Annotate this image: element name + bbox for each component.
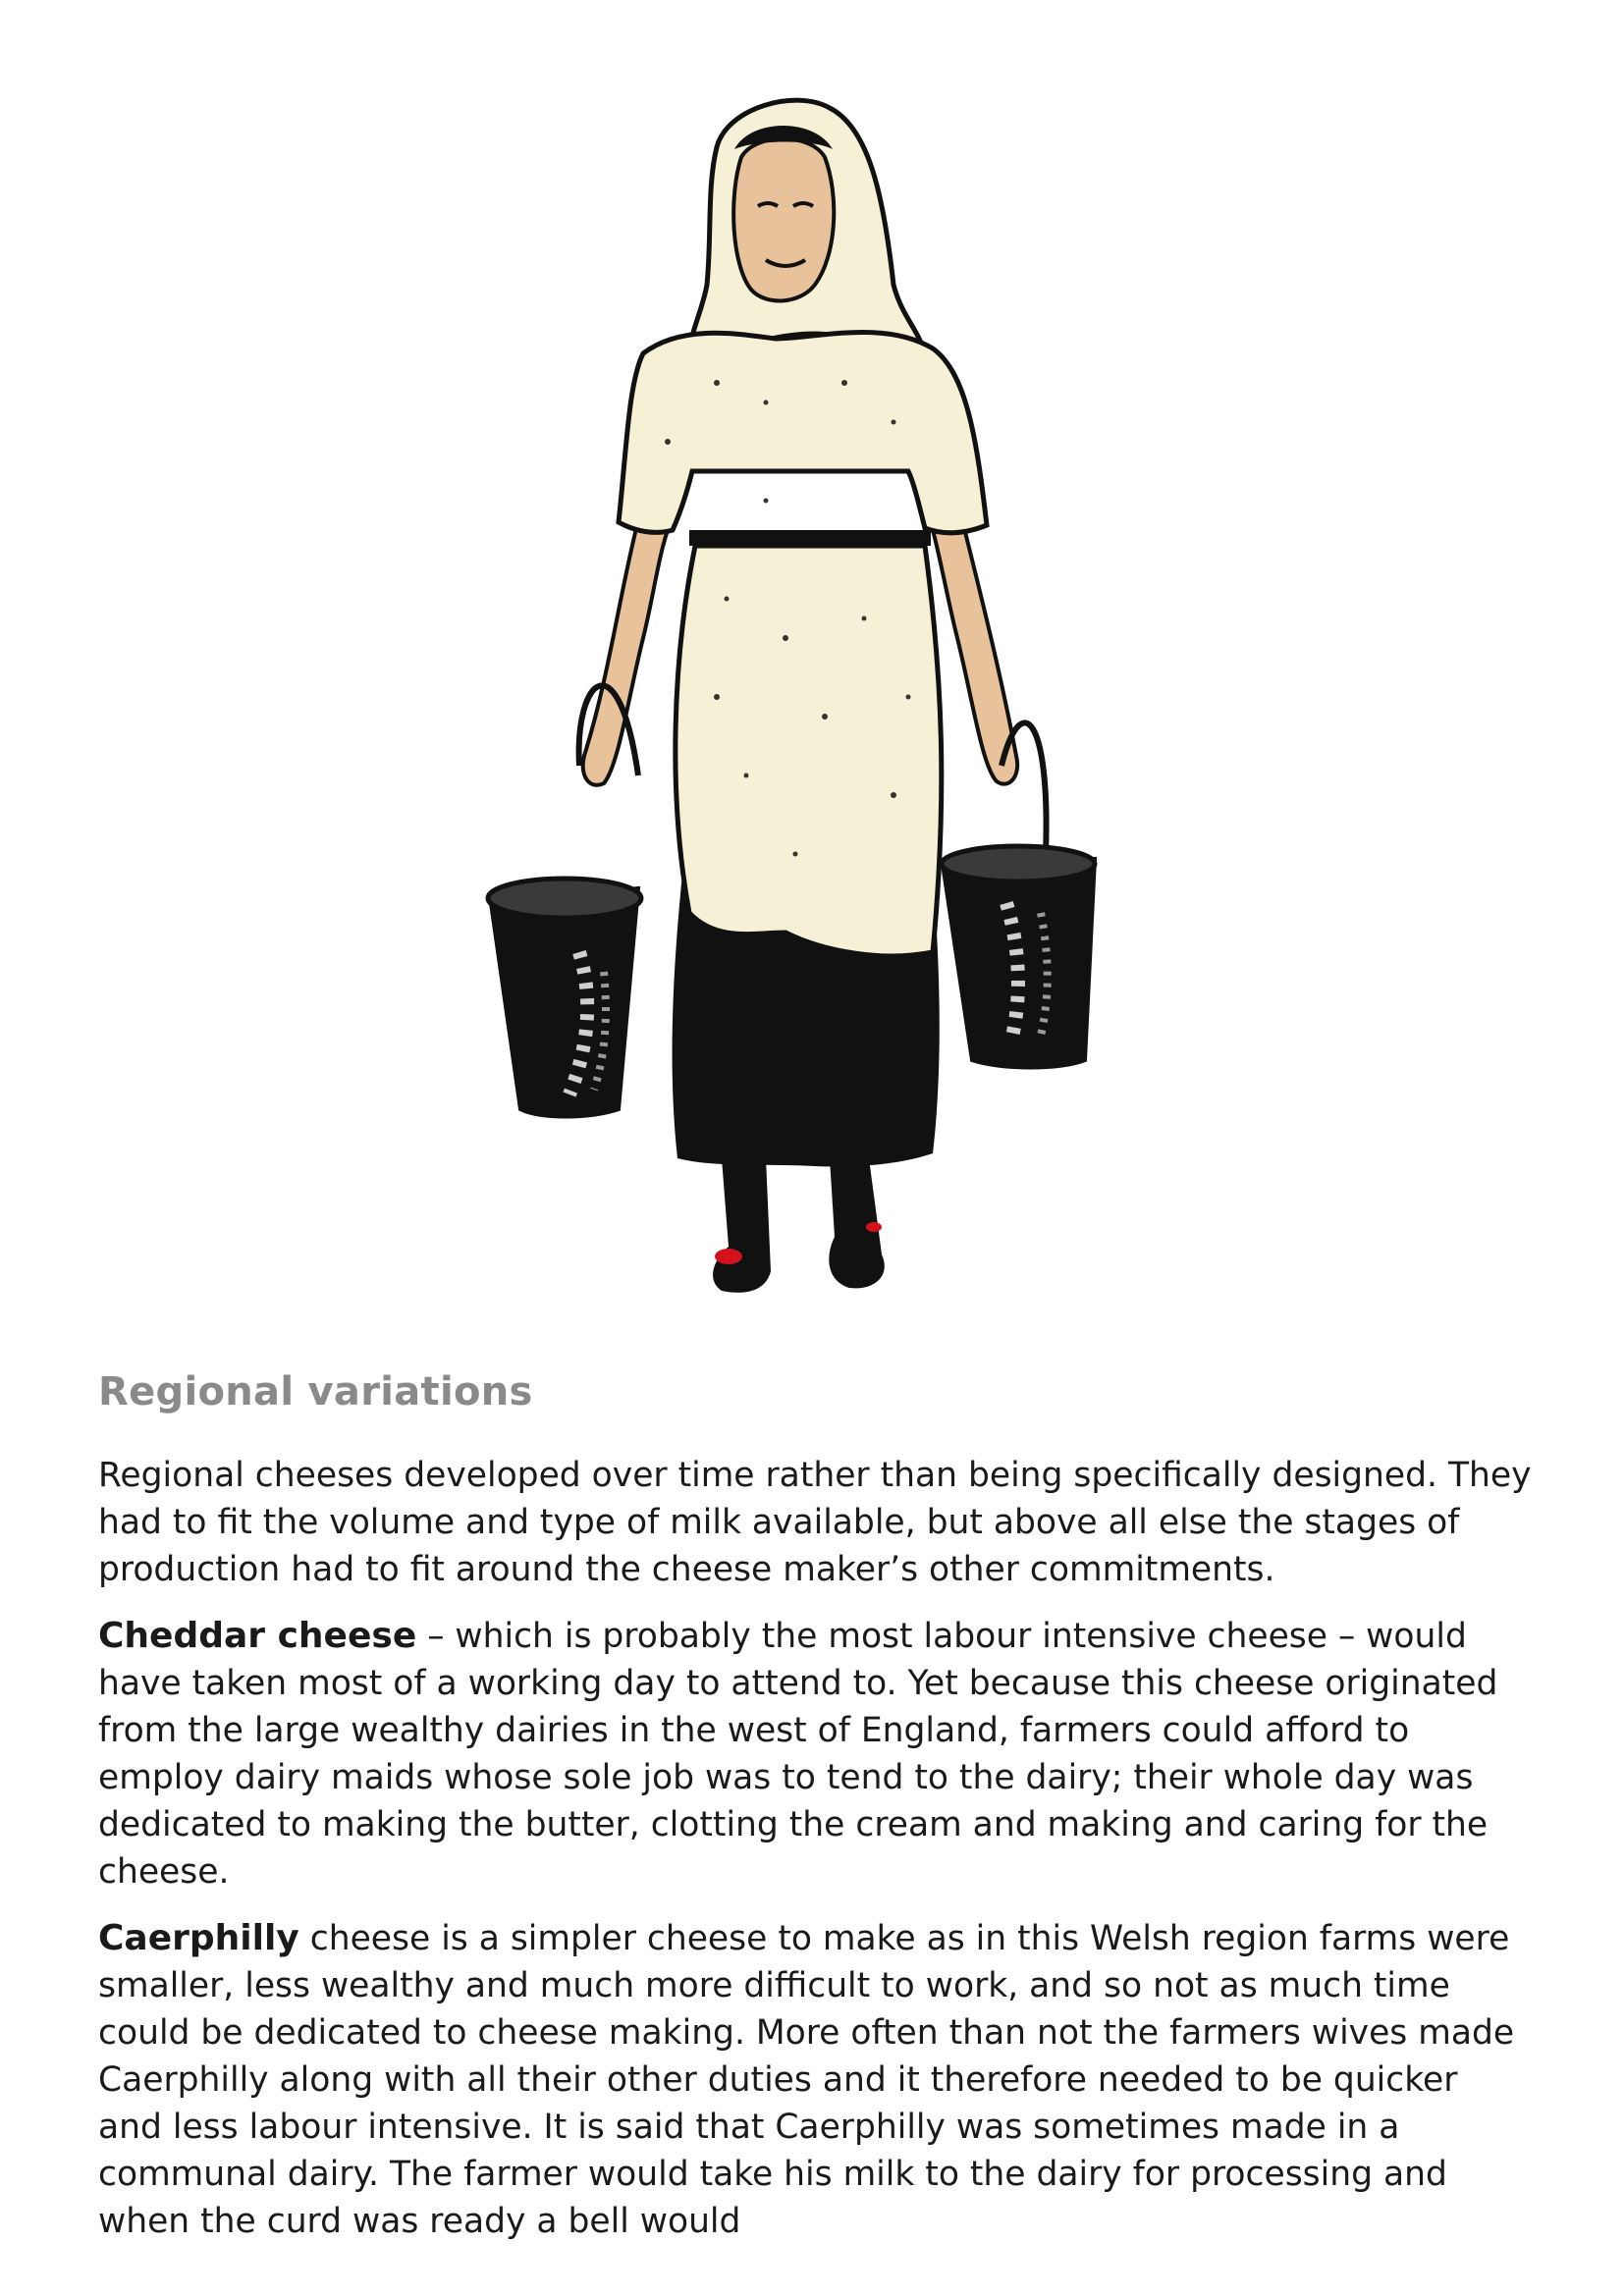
- paragraph-intro: [98, 1452, 1532, 1593]
- milkmaid-illustration: [471, 88, 1178, 1325]
- section-heading: Regional variations: [98, 1369, 533, 1415]
- cheddar-body-text: – which is probably the most labour intensive cheese – would have taken most of a working day to attend to. Yet because this cheese originated from the large wealthy dairies in the west of England, farmers could afford to employ dairy maids whose sole job was to tend to the dairy; their whole day was dedicated to making the butter, clotting the cream and making and caring for the cheese.: [98, 1617, 1498, 1892]
- paragraph-intro-text: Regional cheeses developed over time rather than being specifically designed. They had to fit the volume and type of milk available, but above all else the stages of production had to fit around the cheese maker’s other commitments.: [98, 1456, 1532, 1589]
- paragraph-cheddar: [98, 1613, 1532, 1896]
- article-body: [98, 1369, 1532, 2265]
- woman-carrying-milk-pails-icon: [471, 88, 1178, 1325]
- paragraph-caerphilly: [98, 1915, 1532, 2245]
- cheddar-lead-term: Cheddar cheese: [98, 1616, 417, 1656]
- caerphilly-body-text: cheese is a simpler cheese to make as in this Welsh region farms were smaller, less wealthy and much more difficult to work, and so not as much time could be dedicated to cheese making. More often than not the farmers wives made Caerphilly along with all their other duties and it therefore needed to be quicker and less labour intensive. It is said that Caerphilly was sometimes made in a communal dairy. The farmer would take his milk to the dairy for processing and when the curd was ready a bell would: [98, 1919, 1515, 2241]
- caerphilly-lead-term: Caerphilly: [98, 1918, 299, 1958]
